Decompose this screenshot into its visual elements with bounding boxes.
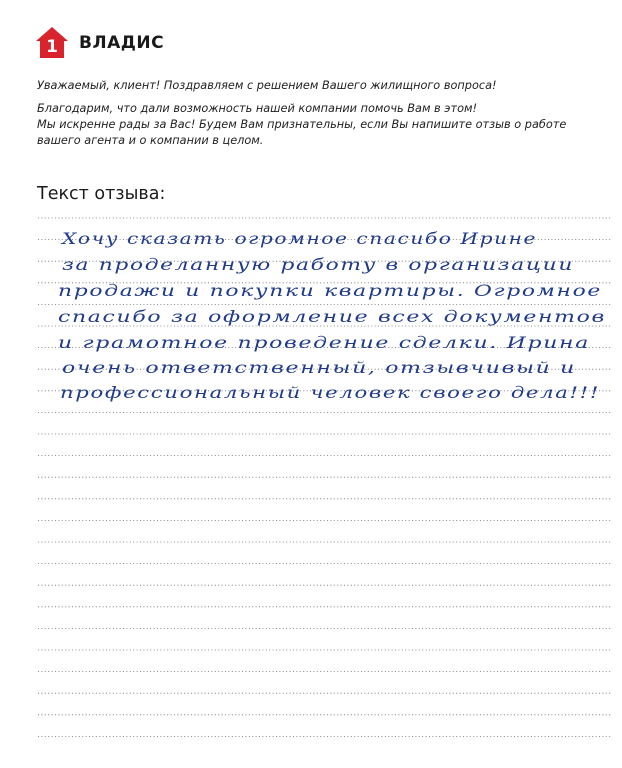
review-line-4: спасибо за оформление всех документов <box>58 308 606 326</box>
review-title: Текст отзыва: <box>37 184 166 204</box>
brand-name: ВЛАДИС <box>79 33 165 53</box>
review-line-2: за проделанную работу в организации <box>62 256 574 274</box>
review-line-1: Хочу сказать огромное спасибо Ирине <box>60 230 538 248</box>
intro-line-2: Мы искренне рады за Вас! Будем Вам признательны, если Вы напишите отзыв о работе <box>37 118 567 131</box>
review-line-6: очень ответственный, отзывчивый и <box>62 359 576 377</box>
intro-line-1: Благодарим, что дали возможность нашей компании помочь Вам в этом! <box>37 102 478 115</box>
intro-line-3: вашего агента и о компании в целом. <box>37 134 264 147</box>
review-line-3: продажи и покупки квартиры. Огромное <box>58 282 602 300</box>
review-line-5: и грамотное проведение сделки. Ирина <box>58 334 590 352</box>
intro-greeting: Уважаемый, клиент! Поздравляем с решением Вашего жилищного вопроса! <box>37 79 497 92</box>
logo-digit: 1 <box>46 37 58 57</box>
review-line-7: профессиональный человек своего дела!!! <box>60 384 600 402</box>
